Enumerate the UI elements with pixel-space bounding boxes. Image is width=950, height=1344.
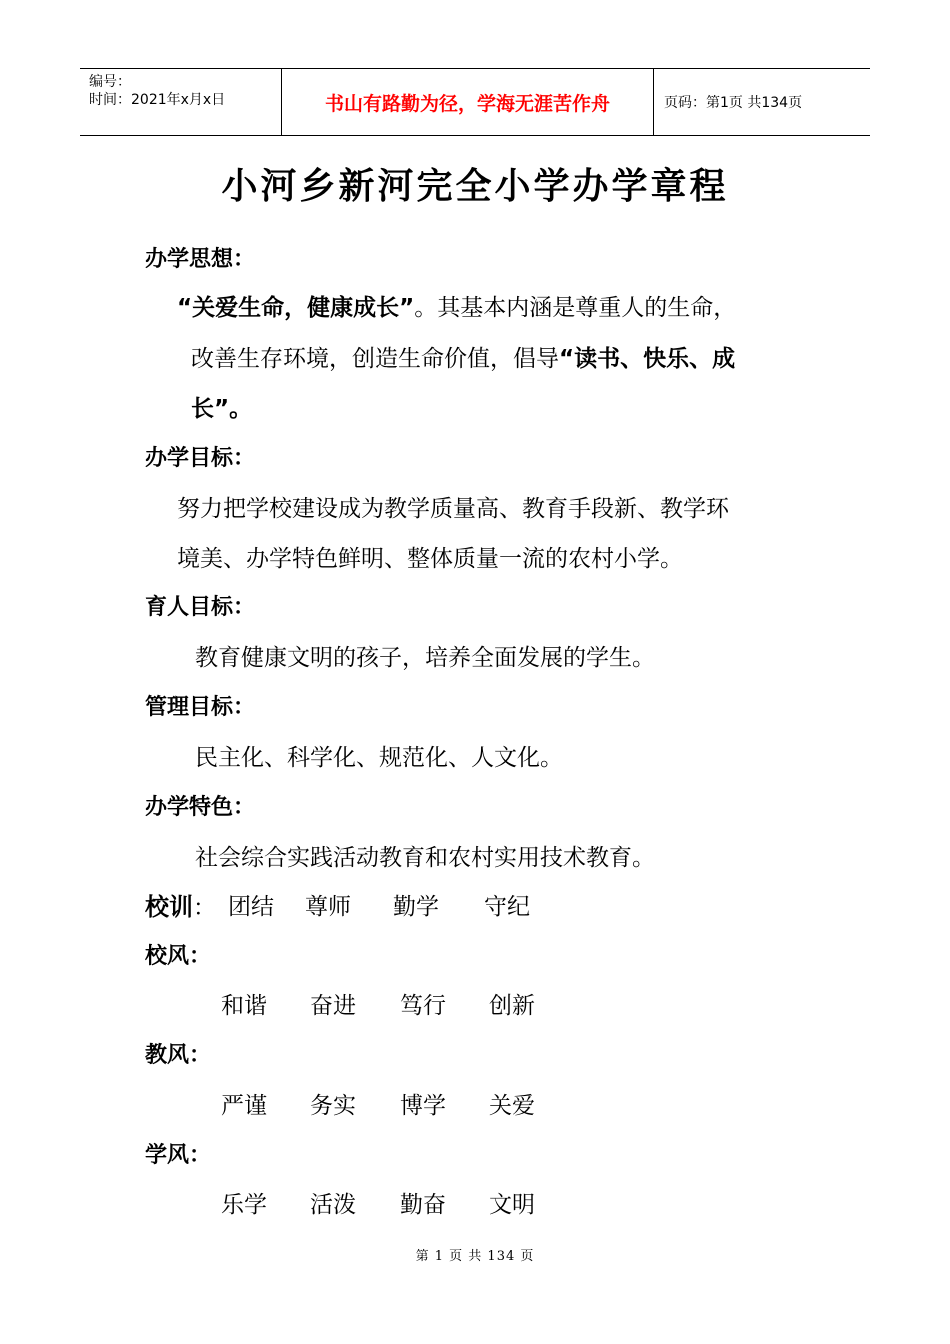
study-style-item-2: 活泼 [310, 1192, 356, 1218]
header-meta-cell [80, 69, 282, 135]
teaching-style-item-4: 关爱 [489, 1093, 535, 1119]
motto-item-3: 勤学 [393, 894, 439, 920]
header-motto: 书山有路勤为径，学海无涯苦作舟 [282, 69, 654, 135]
thought-text-2: 改善生存环境，创造生命价值，倡导 [191, 346, 559, 372]
school-style-item-4: 创新 [489, 993, 535, 1019]
section-heading-thought: 办学思想： [145, 247, 256, 272]
teaching-style-item-1: 严谨 [221, 1093, 267, 1119]
motto-colon: ： [193, 895, 216, 921]
management-line-1: 民主化、科学化、规范化、人文化。 [195, 745, 563, 771]
header-page-number: 页码：第1页 共134页 [664, 95, 803, 111]
motto-item-1: 团结 [228, 894, 274, 920]
feature-line-1: 社会综合实践活动教育和农村实用技术教育。 [195, 845, 655, 871]
date-label: 时间：2021年x月x日 [89, 92, 226, 108]
motto-line [145, 891, 216, 924]
study-style-item-3: 勤奋 [400, 1192, 446, 1218]
school-style-item-2: 奋进 [310, 993, 356, 1019]
thought-line-1 [177, 292, 736, 324]
section-heading-teaching-style: 教风： [145, 1043, 212, 1068]
thought-quote-2b: 长”。 [191, 396, 253, 422]
motto-item-4: 守纪 [484, 894, 530, 920]
study-style-item-1: 乐学 [221, 1192, 267, 1218]
section-heading-motto: 校训 [145, 893, 193, 921]
goal-line-2: 境美、办学特色鲜明、整体质量一流的农村小学。 [177, 546, 683, 572]
section-heading-school-style: 校风： [145, 944, 212, 969]
serial-number-label: 编号： [89, 74, 131, 90]
school-style-item-3: 笃行 [400, 993, 446, 1019]
school-style-item-1: 和谐 [221, 993, 267, 1019]
section-heading-education: 育人目标： [145, 595, 256, 620]
page-footer: 第 1 页 共 134 页 [415, 1249, 535, 1264]
goal-line-1: 努力把学校建设成为教学质量高、教育手段新、教学环 [177, 496, 729, 522]
education-line-1: 教育健康文明的孩子，培养全面发展的学生。 [195, 645, 655, 671]
section-heading-study-style: 学风： [145, 1143, 212, 1168]
study-style-item-4: 文明 [489, 1192, 535, 1218]
section-heading-management: 管理目标： [145, 695, 256, 720]
teaching-style-item-3: 博学 [400, 1093, 446, 1119]
teaching-style-item-2: 务实 [310, 1093, 356, 1119]
section-heading-goal: 办学目标： [145, 446, 256, 471]
document-title: 小河乡新河完全小学办学章程 [221, 165, 729, 207]
motto-item-2: 尊师 [305, 894, 351, 920]
thought-line-2 [191, 343, 735, 375]
section-heading-feature: 办学特色： [145, 795, 256, 820]
page-header-table [80, 68, 870, 136]
thought-quote-2a: “读书、快乐、成 [559, 346, 736, 372]
thought-quote-1: “关爱生命，健康成长” [177, 295, 415, 321]
thought-text-1: 。其基本内涵是尊重人的生命， [414, 295, 737, 321]
